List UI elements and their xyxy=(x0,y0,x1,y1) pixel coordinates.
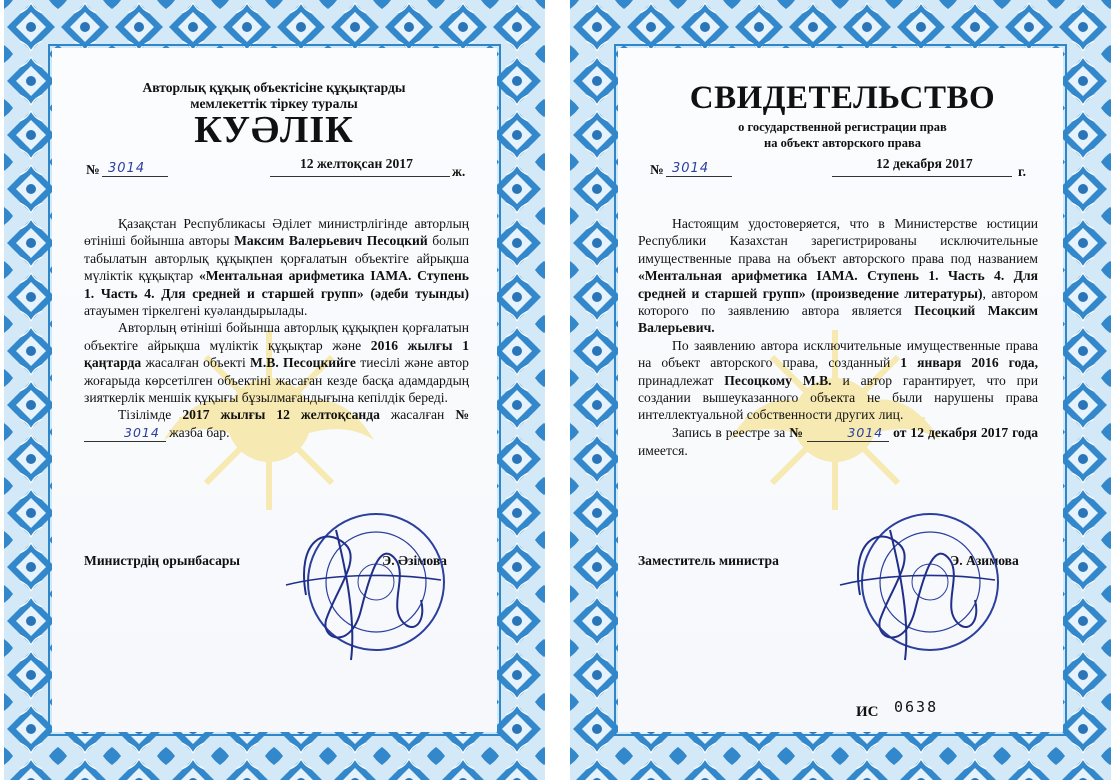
official-stamp-and-signature xyxy=(266,500,456,670)
date-suffix: ж. xyxy=(452,164,466,179)
issue-date: 12 декабря 2017 xyxy=(876,156,973,171)
header-line-2: мемлекеттік тіркеу туралы xyxy=(190,96,358,111)
body-text xyxy=(638,215,1038,460)
date-suffix: г. xyxy=(1018,164,1027,179)
paragraph-1: Қазақстан Республикасы Әділет министрлігінде авторлың өтініші бойынша авторы Максим Валерьевич Песоцкий болып табылатын авторлық құқықпен қорғалатын объектіге айрықша мүліктік құқықтар «Ментальная арифметика IAMA. Ступень 1. Часть 4. Для средней и старшей групп» (әдеби туынды) атауымен тіркелгені куәландырылады. xyxy=(84,216,469,319)
certificate-title: СВИДЕТЕЛЬСТВО xyxy=(689,80,996,116)
paragraph-1: Настоящим удостоверяется, что в Министерстве юстиции Республики Казахстан зарегистрированы исключительные имущественные права на объект авторского права под названием «Ментальная арифметика IAMA. Ступень 1. Часть 4. Для средней и старшей групп» (произведение литературы), автором которого по заявлению автора является Песоцкий Максим Валерьевич. xyxy=(638,216,1039,336)
issue-date: 12 желтоқсан 2017 xyxy=(300,156,413,171)
number-prefix: № xyxy=(650,162,664,177)
certificate-title: КУӘЛІК xyxy=(194,109,354,151)
subtitle-line-2: на объект авторского права xyxy=(764,136,921,150)
official-stamp-and-signature xyxy=(820,500,1010,670)
certificate-text xyxy=(570,0,1111,780)
registration-number: 3014 xyxy=(108,161,146,176)
body-text xyxy=(84,215,469,442)
registration-number: 3014 xyxy=(672,161,710,176)
signer-name: Э. Әзімова xyxy=(382,553,447,568)
certificate-text xyxy=(4,0,545,780)
series-number: 0638 xyxy=(894,698,939,716)
header-line-1: Авторлық құқық объектісіне құқықтарды xyxy=(142,80,406,95)
number-prefix: № xyxy=(86,162,100,177)
paragraph-3: Тізілімде 2017 жылғы 12 желтоқсанда жасалған №3014 жазба бар. xyxy=(84,406,469,442)
paragraph-2: По заявлению автора исключительные имущественные права на объект авторского права, созданный 1 января 2016 года, принадлежат Песоцкому М.В. и автор гарантирует, что при создании вышеуказанного объекта не были нарушены права интеллектуальной собственности других лиц. xyxy=(638,337,1038,423)
certificate-kazakh xyxy=(4,0,545,780)
signer-name: Э. Азимова xyxy=(950,553,1019,568)
paragraph-3: Запись в реестре за № 3014 от 12 декабря 2017 года имеется. xyxy=(638,424,1038,459)
signer-title: Заместитель министра xyxy=(638,553,779,568)
certificate-russian xyxy=(570,0,1111,780)
series-label: ИС xyxy=(856,704,879,720)
subtitle-line-1: о государственной регистрации прав xyxy=(738,120,947,134)
signer-title: Министрдің орынбасары xyxy=(84,553,241,568)
paragraph-2: Авторлың өтініші бойынша авторлық құқықпен қорғалатын объектіге айрықша мүліктік құқықтар жәнe 2016 жылғы 1 қаңтарда жасалған объекті М.В. Песоцкийге тиесілі және автор жоғарыда көрсетілген объектіні жасаған кезде басқа адамдардың зияткерлік меншік құқығы бұзылмағандығына кепілдік береді. xyxy=(84,320,469,406)
